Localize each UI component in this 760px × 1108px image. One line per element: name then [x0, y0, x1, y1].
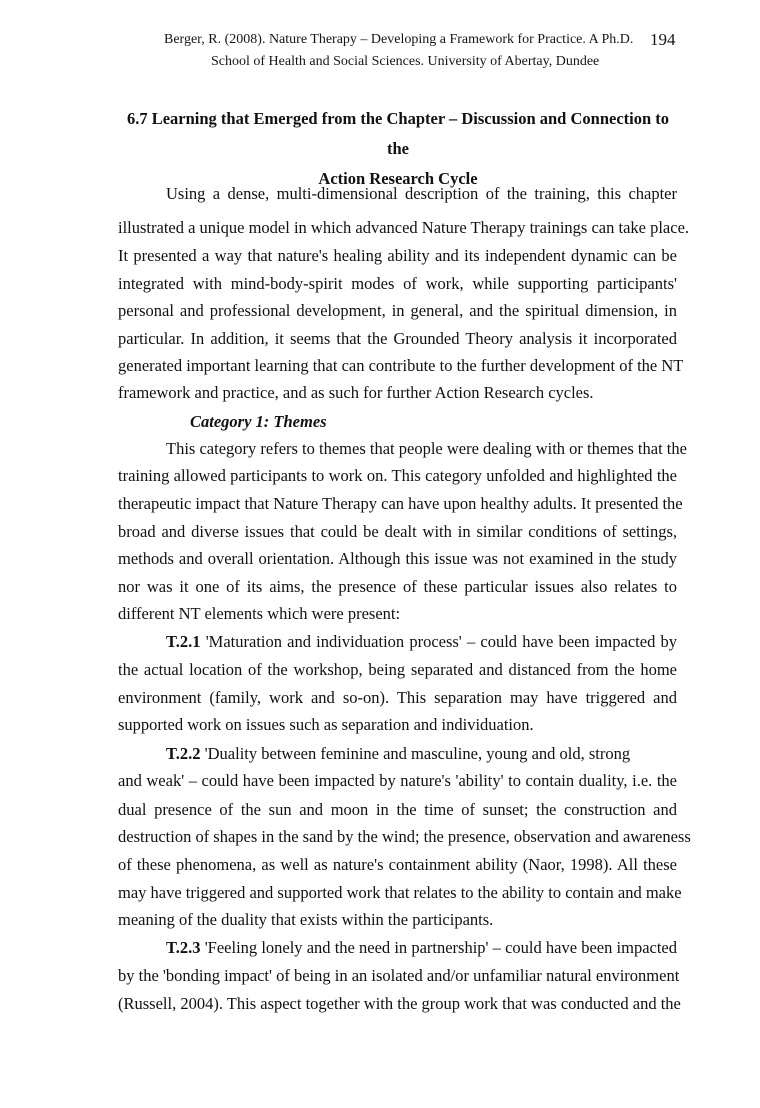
theme-t23-line: by the 'bonding impact' of being in an isolated and/or unfamiliar natural environment	[118, 966, 680, 985]
intro-line: generated important learning that can contribute to the further development of the NT	[118, 356, 684, 375]
theme-t22-line: may have triggered and supported work that relates to the ability to contain and make	[118, 883, 682, 902]
theme-t23-line: (Russell, 2004). This aspect together with the group work that was conducted and the	[118, 994, 681, 1013]
theme-t22-line: dual presence of the sun and moon in the time of sunset; the construction and	[118, 800, 677, 819]
section-heading-line-2: Action Research Cycle	[318, 169, 478, 188]
category-heading: Category 1: Themes	[190, 412, 327, 431]
intro-line: framework and practice, and as such for further Action Research cycles.	[118, 383, 594, 402]
theme-t21-line: the actual location of the workshop, being separated and distanced from the home	[118, 660, 677, 679]
intro-line: particular. In addition, it seems that the Grounded Theory analysis it incorporated	[118, 329, 677, 348]
category-line: methods and overall orientation. Although this issue was not examined in the study	[118, 549, 677, 568]
theme-text: 'Duality between feminine and masculine, young and old, strong	[200, 744, 631, 763]
theme-t21-line: supported work on issues such as separation and individuation.	[118, 715, 534, 734]
category-line: nor was it one of its aims, the presence of these particular issues also relates to	[118, 577, 677, 596]
theme-text: 'Feeling lonely and the need in partnership' – could have been impacted	[200, 938, 677, 957]
theme-t22-line: destruction of shapes in the sand by the wind; the presence, observation and awareness	[118, 827, 691, 846]
category-line: training allowed participants to work on. This category unfolded and highlighted the	[118, 466, 677, 485]
running-header-citation: Berger, R. (2008). Nature Therapy – Developing a Framework for Practice. A Ph.D.	[164, 32, 634, 47]
running-header-institution: School of Health and Social Sciences. University of Abertay, Dundee	[211, 54, 600, 69]
theme-t22-line: and weak' – could have been impacted by nature's 'ability' to contain duality, i.e. the	[118, 771, 677, 790]
category-line: This category refers to themes that people were dealing with or themes that the	[166, 439, 687, 458]
category-line: broad and diverse issues that could be dealt with in similar conditions of settings,	[118, 522, 677, 541]
theme-t21-first-line	[166, 631, 677, 653]
theme-label: T.2.1	[166, 632, 201, 651]
theme-text: 'Maturation and individuation process' – could have been impacted by	[200, 632, 677, 651]
theme-t22-line: of these phenomena, as well as nature's containment ability (Naor, 1998). All these	[118, 855, 677, 874]
intro-line: personal and professional development, in general, and the spiritual dimension, in	[118, 301, 677, 320]
intro-line: integrated with mind-body-spirit modes of work, while supporting participants'	[118, 274, 677, 293]
theme-t22-line: meaning of the duality that exists within the participants.	[118, 910, 494, 929]
intro-line: illustrated a unique model in which advanced Nature Therapy trainings can take place.	[118, 218, 690, 237]
section-heading-line-1: 6.7 Learning that Emerged from the Chapter – Discussion and Connection to the	[126, 109, 670, 158]
theme-label: T.2.2	[166, 744, 201, 763]
theme-t21-line: environment (family, work and so-on). This separation may have triggered and	[118, 688, 677, 707]
category-line: therapeutic impact that Nature Therapy can have upon healthy adults. It presented the	[118, 494, 683, 513]
intro-line: Using a dense, multi-dimensional description of the training, this chapter	[166, 184, 677, 203]
section-heading	[118, 104, 678, 194]
theme-t23-first-line	[166, 937, 677, 959]
theme-t22-first-line	[166, 743, 677, 765]
category-line: different NT elements which were present:	[118, 604, 401, 623]
intro-line: It presented a way that nature's healing ability and its independent dynamic can be	[118, 246, 677, 265]
page-number: 194	[650, 30, 676, 49]
theme-label: T.2.3	[166, 938, 201, 957]
